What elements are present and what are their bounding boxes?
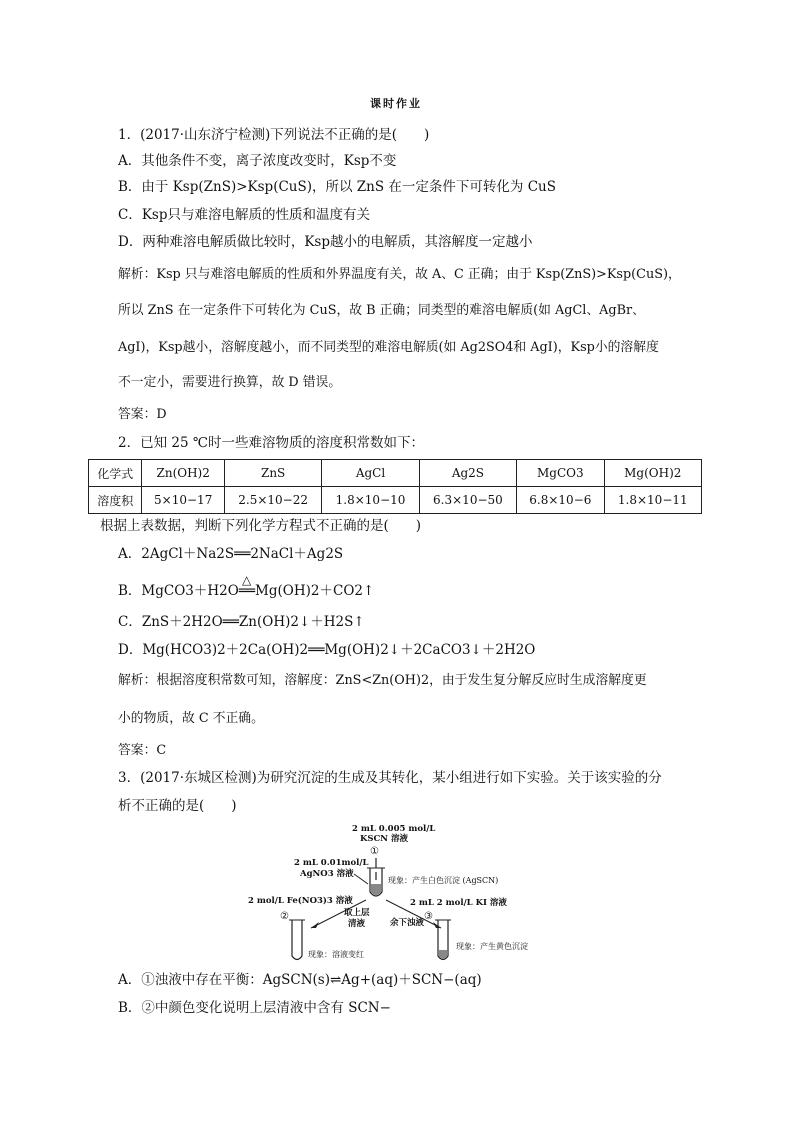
observation-3: 现象：产生黄色沉淀 <box>456 942 528 951</box>
q2-stem: 2．已知 25 ℃时一些难溶物质的溶度积常数如下： <box>118 435 424 451</box>
q3-option-a: A．①浊液中存在平衡：AgSCN(s)⇌Ag+(aq)＋SCN−(aq) <box>118 972 482 988</box>
agno3-label-line2: AgNO3 溶液 <box>300 869 354 879</box>
tube-1-precipitate <box>371 884 381 895</box>
solubility-table <box>88 459 702 514</box>
table-cell: 溶度积 <box>89 487 142 514</box>
q2-option-b: B．MgCO3＋H2O══Mg(OH)2＋CO2↑ <box>118 583 375 599</box>
q1-option-b: B．由于 Ksp(ZnS)>Ksp(CuS)，所以 ZnS 在一定条件下可转化为 CuS <box>118 179 556 195</box>
table-cell: Ag2S <box>419 460 516 487</box>
kscn-label-line2: KSCN 溶液 <box>360 834 409 844</box>
page-title: 课时作业 <box>370 97 422 110</box>
q1-analysis-line: 所以 ZnS 在一定条件下可转化为 CuS，故 B 正确；同类型的难溶电解质(如 AgCl、AgBr、 <box>118 303 645 318</box>
q3-stem-line: 3．(2017·东城区检测)为研究沉淀的生成及其转化，某小组进行如下实验。关于该实验的分 <box>118 770 662 786</box>
remaining-suspension-label: 余下浊液 <box>390 918 425 928</box>
q3-stem-line: 析不正确的是( ) <box>118 798 237 814</box>
take-upper-label-1: 取上层 <box>344 908 370 918</box>
table-cell: 6.8×10−6 <box>517 487 604 514</box>
table-cell: MgCO3 <box>517 460 604 487</box>
heat-mark: △ <box>242 573 252 587</box>
kscn-label-line1: 2 mL 0.005 mol/L <box>352 824 436 834</box>
q2-answer: 答案：C <box>118 743 167 758</box>
step-2-marker: ② <box>280 911 289 922</box>
q1-analysis-line: AgI)，Ksp越小，溶解度越小，而不同类型的难溶电解质(如 Ag2SO4和 AgI)，Ksp小的溶解度 <box>118 340 659 355</box>
table-cell: 1.8×10−10 <box>322 487 419 514</box>
leader-line <box>354 874 368 884</box>
table-cell: 化学式 <box>89 460 142 487</box>
observation-2: 现象：溶液变红 <box>308 950 364 959</box>
step-3-marker: ③ <box>424 911 433 922</box>
q2-analysis-line: 小的物质，故 C 不正确。 <box>118 711 264 726</box>
q1-stem: 1．(2017·山东济宁检测)下列说法不正确的是( ) <box>118 127 430 143</box>
q1-analysis-line: 不一定小，需要进行换算，故 D 错误。 <box>118 375 342 390</box>
table-cell: 2.5×10−22 <box>224 487 321 514</box>
table-cell: ZnS <box>224 460 321 487</box>
take-upper-label-2: 清液 <box>348 919 366 929</box>
q2-prompt: 根据上表数据，判断下列化学方程式不正确的是( ) <box>100 518 422 534</box>
q1-option-d: D．两种难溶电解质做比较时，Ksp越小的电解质，其溶解度一定越小 <box>118 234 533 250</box>
q1-option-a: A．其他条件不变，离子浓度改变时，Ksp不变 <box>118 153 397 169</box>
q1-option-c: C．Ksp只与难溶电解质的性质和温度有关 <box>118 207 370 223</box>
q2-option-d: D．Mg(HCO3)2＋2Ca(OH)2══Mg(OH)2↓＋2CaCO3↓＋2H2O <box>118 642 536 658</box>
table-cell: 6.3×10−50 <box>419 487 516 514</box>
test-tube-2 <box>292 920 302 960</box>
step-1-marker: ① <box>370 846 379 857</box>
agno3-label-line1: 2 mL 0.01mol/L <box>294 858 369 868</box>
fe-nitrate-label: 2 mol/L Fe(NO3)3 溶液 <box>248 896 353 906</box>
q1-analysis-line: 解析：Ksp 只与难溶电解质的性质和外界温度有关，故 A、C 正确；由于 Ksp(ZnS)>Ksp(CuS)， <box>118 267 681 282</box>
q2-analysis-line: 解析：根据溶度积常数可知，溶解度：ZnS<Zn(OH)2，由于发生复分解反应时生成溶解度更 <box>118 673 647 688</box>
table-cell: Mg(OH)2 <box>604 460 701 487</box>
q2-option-a: A．2AgCl＋Na2S══2NaCl＋Ag2S <box>118 546 344 562</box>
table-header-row <box>89 460 702 487</box>
table-row <box>89 487 702 514</box>
table-cell: 1.8×10−11 <box>604 487 701 514</box>
q2-option-c: C．ZnS＋2H2O══Zn(OH)2↓＋H2S↑ <box>118 614 365 630</box>
tube-3-precipitate <box>439 950 447 959</box>
ki-label: 2 mL 2 mol/L KI 溶液 <box>410 898 507 908</box>
table-cell: Zn(OH)2 <box>142 460 224 487</box>
observation-1: 现象：产生白色沉淀 (AgSCN) <box>388 876 499 885</box>
q1-answer: 答案：D <box>118 407 167 422</box>
q3-option-b: B．②中颜色变化说明上层清液中含有 SCN− <box>118 1000 391 1016</box>
table-cell: 5×10−17 <box>142 487 224 514</box>
experiment-diagram <box>236 820 566 965</box>
table-cell: AgCl <box>322 460 419 487</box>
